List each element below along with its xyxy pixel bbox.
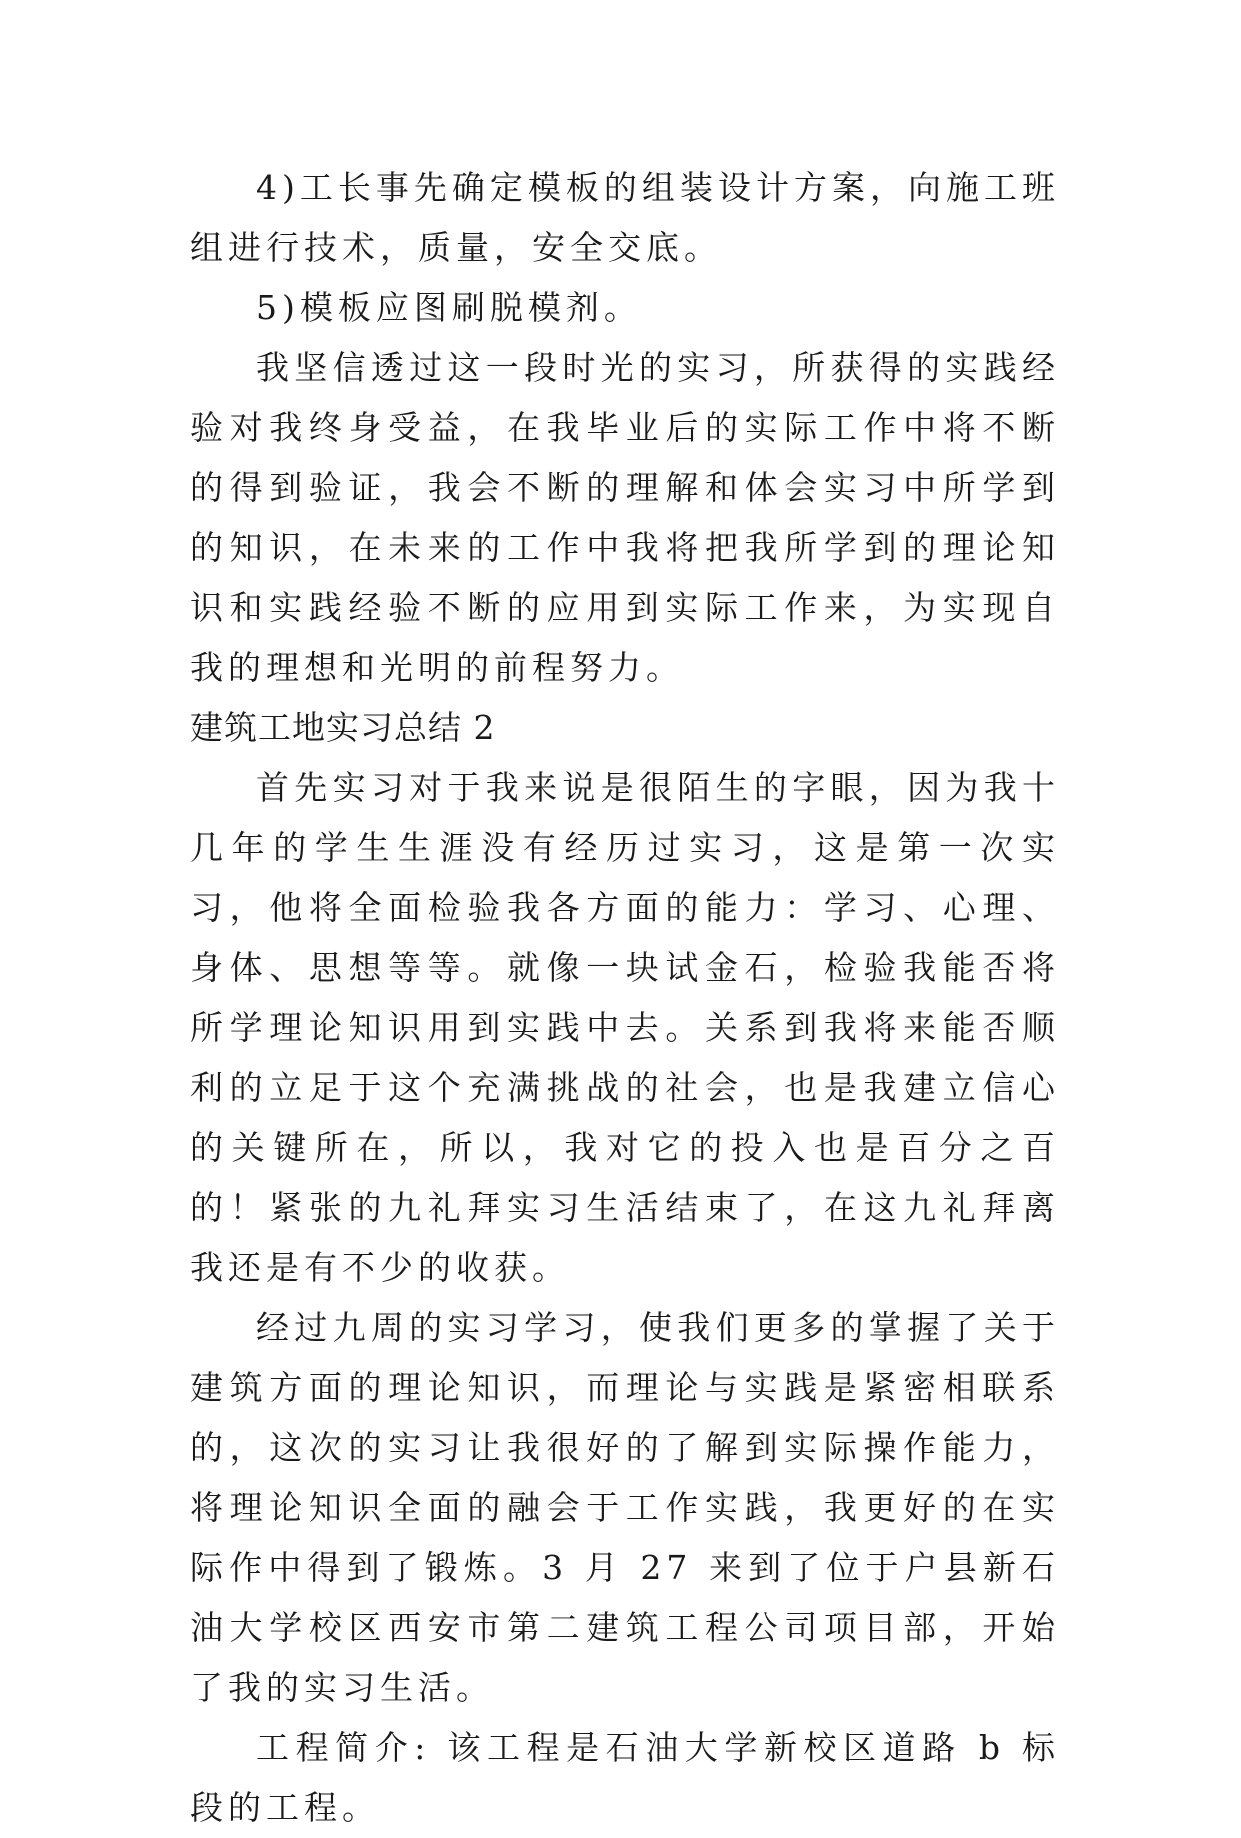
section-heading: 建筑工地实习总结 2 [190, 708, 496, 747]
paragraph-step-5: 5)模板应图刷脱模剂。 [256, 288, 642, 327]
paragraph-step-4: 4)工长事先确定模板的组装设计方案，向施工班组进行技术，质量，安全交底。 [190, 168, 1060, 267]
paragraph-nine-weeks: 经过九周的实习学习，使我们更多的掌握了关于建筑方面的理论知识，而理论与实践是紧密相联系的，这次的实习让我很好的了解到实际操作能力，将理论知识全面的融会于工作实践，我更好的在实际作中得到了锻炼。3 月 27 来到了位于户县新石油大学校区西安市第二建筑工程公司项目部，开始了我的实习生活。 [190, 1308, 1060, 1707]
paragraph-conclusion: 我坚信透过这一段时光的实习，所获得的实践经验对我终身受益，在我毕业后的实际工作中将不断的得到验证，我会不断的理解和体会实习中所学到的知识，在未来的工作中我将把我所学到的理论知识和实践经验不断的应用到实际工作来，为实现自我的理想和光明的前程努力。 [190, 348, 1060, 687]
paragraph-intro: 首先实习对于我来说是很陌生的字眼，因为我十几年的学生生涯没有经历过实习，这是第一次实习，他将全面检验我各方面的能力：学习、心理、身体、思想等等。就像一块试金石，检验我能否将所学理论知识用到实践中去。关系到我将来能否顺利的立足于这个充满挑战的社会，也是我建立信心的关键所在，所以，我对它的投入也是百分之百的！紧张的九礼拜实习生活结束了，在这九礼拜离我还是有不少的收获。 [190, 768, 1060, 1287]
document-body [190, 158, 1060, 1838]
paragraph-project-intro: 工程简介: 该工程是石油大学新校区道路 b 标段的工程。 [190, 1728, 1060, 1827]
